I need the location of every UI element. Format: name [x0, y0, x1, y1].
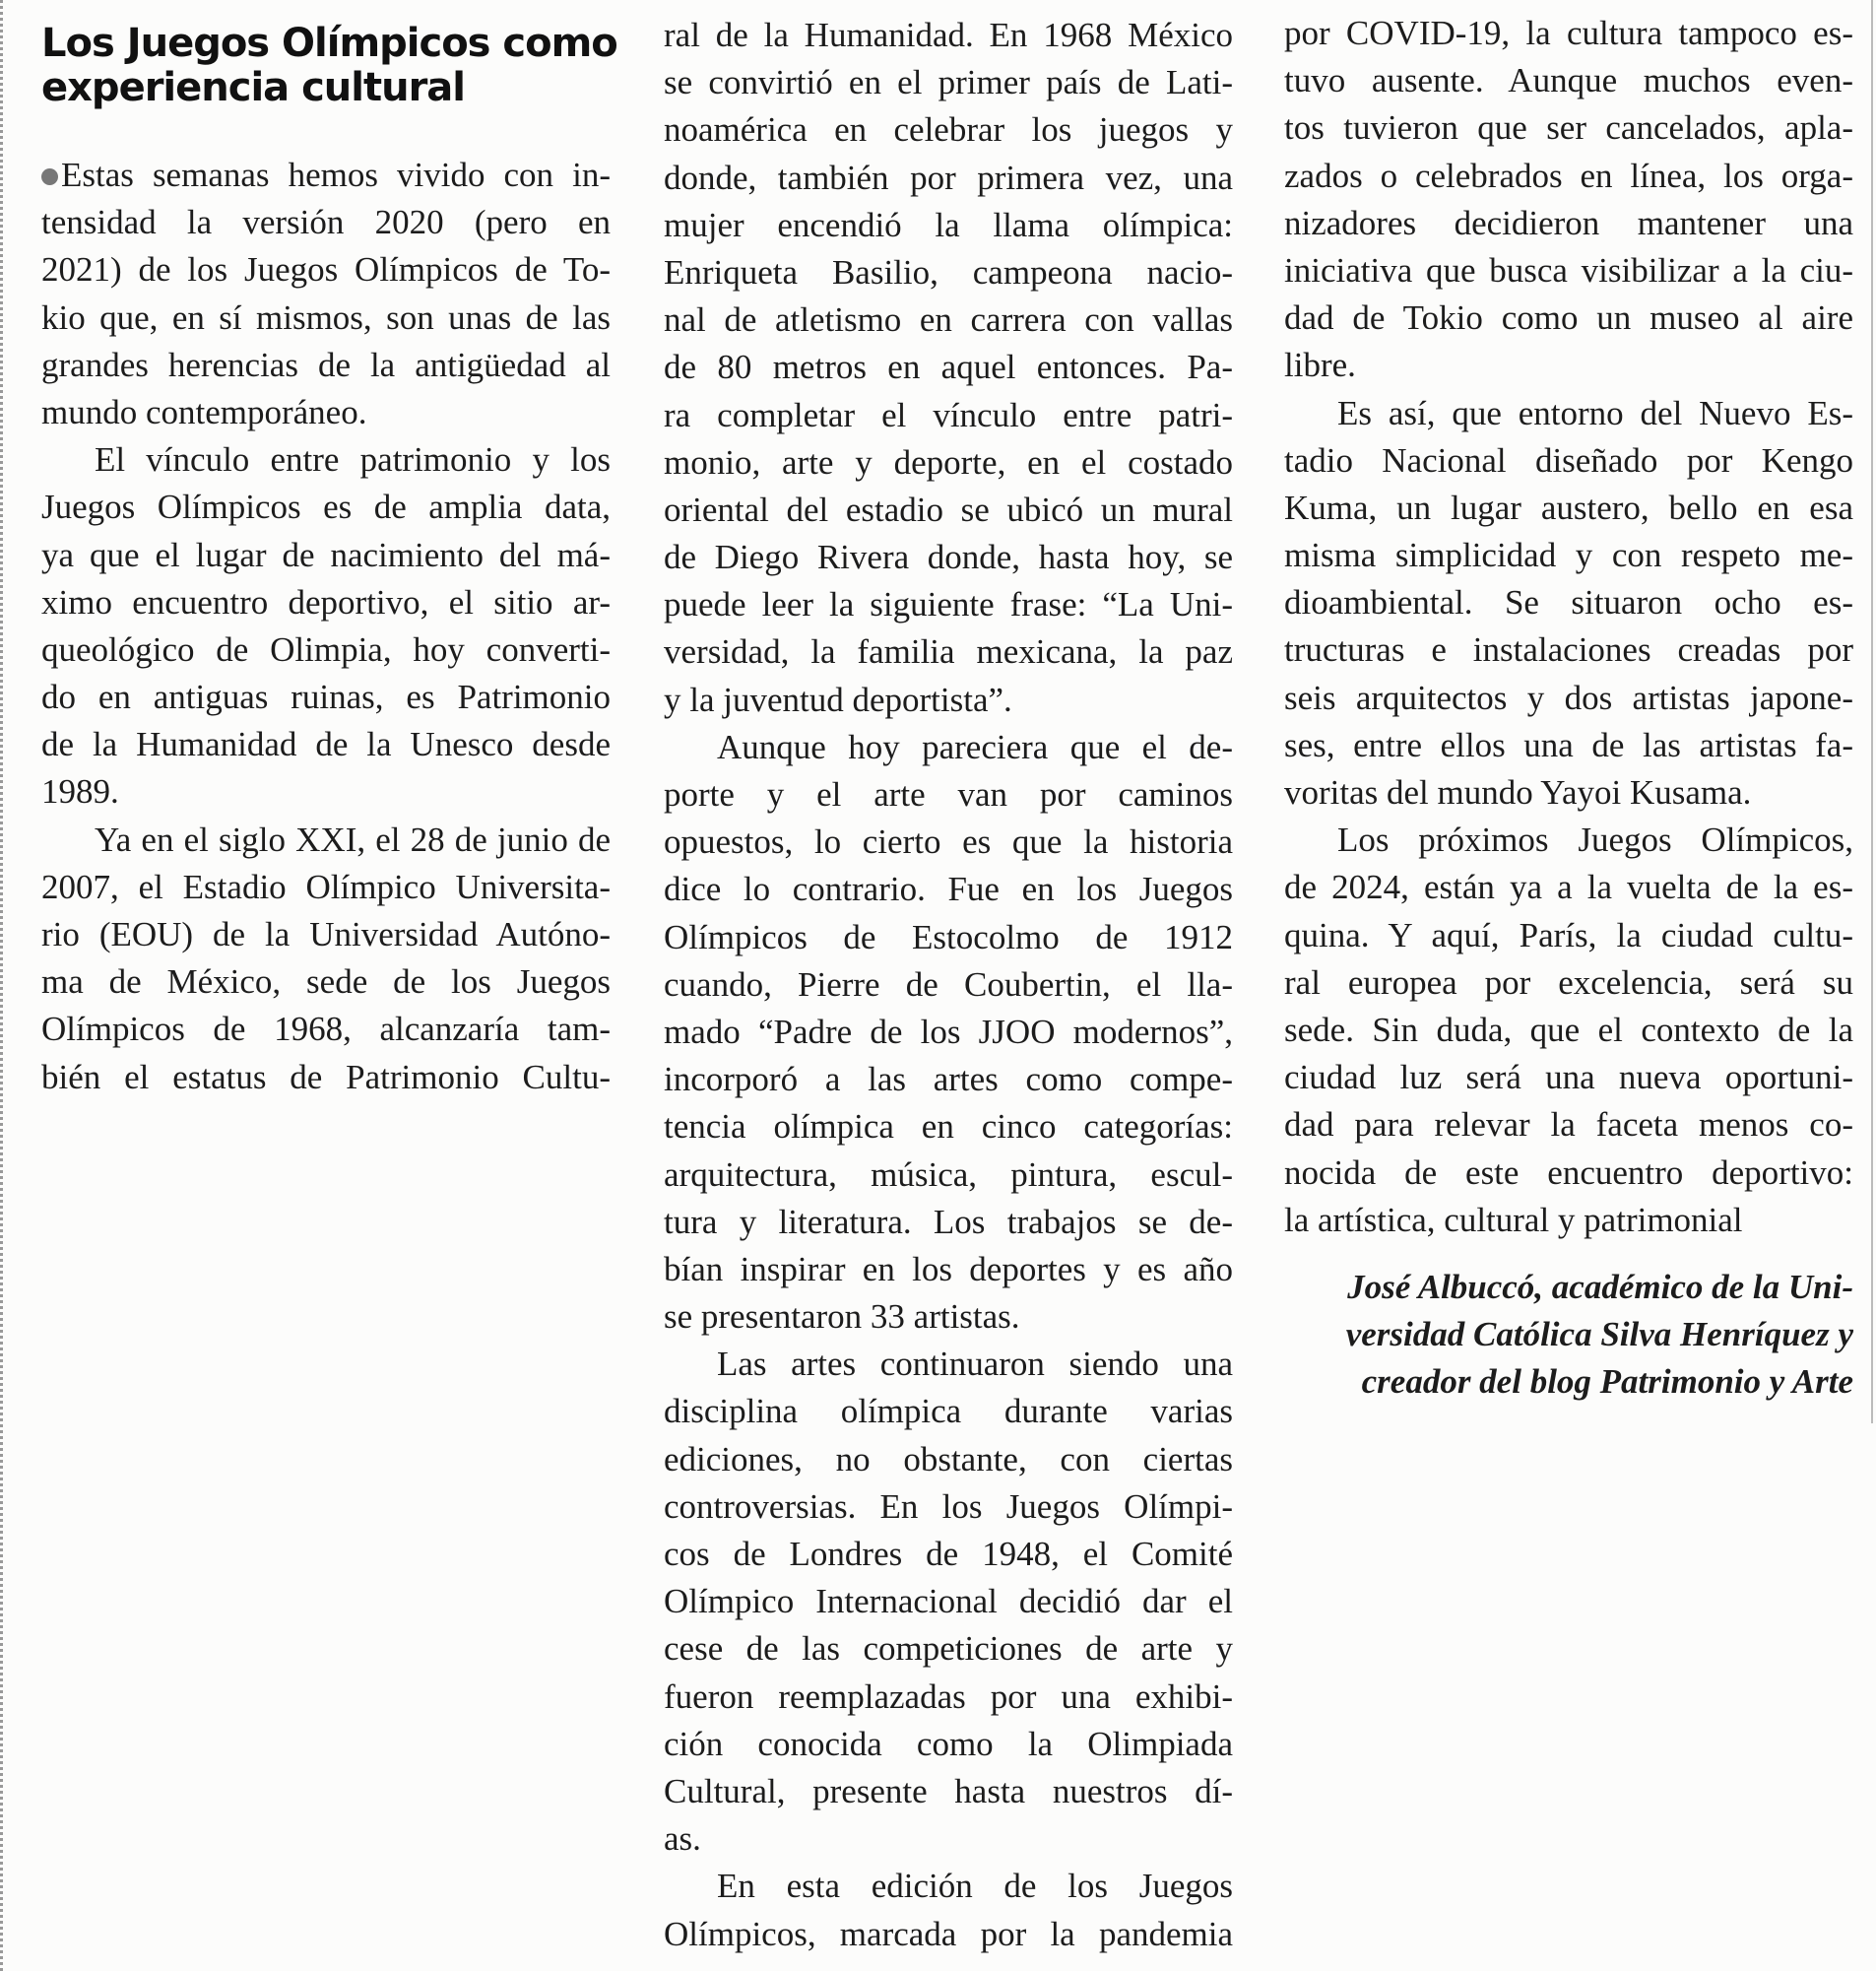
text-line: [1284, 626, 1853, 674]
text-line-content: Los próximos Juegos Olímpicos,: [1337, 821, 1853, 860]
text-line: [41, 152, 611, 199]
text-line-content: ya que el lugar de nacimiento del má-: [41, 535, 611, 574]
text-line-content: El vínculo entre patrimonio y los: [95, 440, 611, 480]
text-line-content: dad para relevar la faceta menos co-: [1284, 1105, 1853, 1145]
text-line-content: fueron reemplazadas por una exhibi-: [664, 1676, 1233, 1716]
text-line-content: arquitectura, música, pintura, escul-: [664, 1154, 1233, 1194]
paragraph: [41, 817, 611, 1101]
text-line: [41, 721, 611, 768]
text-line: [41, 295, 611, 342]
text-line: [664, 1578, 1233, 1625]
text-line-content: Cultural, presente hasta nuestros dí-: [664, 1771, 1233, 1810]
text-line: [664, 1293, 1233, 1341]
text-line: [1284, 959, 1853, 1007]
text-line: [1284, 153, 1853, 200]
text-line: [41, 436, 611, 484]
paragraph: [1284, 390, 1853, 818]
text-line: [1284, 342, 1853, 389]
text-line: [1284, 295, 1853, 342]
signature-line: versidad Católica Silva Henríquez y: [1345, 1315, 1853, 1354]
text-line-content: controversias. En los Juegos Olímpi-: [664, 1486, 1233, 1526]
text-line: [1284, 247, 1853, 295]
text-line-content: cos de Londres de 1948, el Comité: [664, 1535, 1233, 1573]
text-line-content: porte y el arte van por caminos: [664, 775, 1233, 814]
text-line: [664, 1151, 1233, 1199]
text-line: [41, 484, 611, 531]
text-line: [1284, 912, 1853, 959]
paragraph: [664, 12, 1233, 724]
text-line: [664, 1341, 1233, 1388]
text-line: [664, 249, 1233, 296]
text-line: [1284, 1007, 1853, 1054]
text-line-content: Olímpicos de Estocolmo de 1912: [664, 917, 1233, 956]
text-line-content: tuvo ausente. Aunque muchos even-: [1284, 61, 1853, 100]
text-line: [664, 724, 1233, 771]
text-line-content: grandes herencias de la antigüedad al: [41, 345, 611, 384]
text-line-content: Olímpicos, marcada por la pandemia: [664, 1914, 1233, 1953]
text-line-content: sede. Sin duda, que el contexto de la: [1284, 1010, 1853, 1049]
text-line-content: de la Humanidad de la Unesco desde: [41, 725, 611, 764]
text-line-content: Olímpico Internacional decidió dar el: [664, 1582, 1233, 1621]
paragraph: [1284, 817, 1853, 1244]
text-line: [664, 1483, 1233, 1531]
column-2: [664, 12, 1233, 1958]
text-line-content: Estas semanas hemos vivido con in-: [61, 156, 611, 194]
text-line-content: ediciones, no obstante, con ciertas: [664, 1439, 1233, 1478]
page-edge-left: [0, 0, 6, 1971]
text-line-content: incorporó a las artes como compe-: [664, 1060, 1233, 1099]
text-line-content: cuando, Pierre de Coubertin, el lla-: [664, 964, 1233, 1004]
text-line: [664, 677, 1233, 724]
text-line-content: monio, arte y deporte, en el costado: [664, 442, 1233, 482]
text-line-content: 2021) de los Juegos Olímpicos de To-: [41, 250, 611, 290]
text-line: [1284, 10, 1853, 57]
text-line-content: quina. Y aquí, París, la ciudad cultu-: [1284, 915, 1853, 954]
article-title: [41, 22, 622, 110]
text-line-content: ción conocida como la Olimpiada: [664, 1724, 1233, 1763]
text-line: [664, 1103, 1233, 1150]
text-line: [664, 296, 1233, 344]
text-line-content: dad de Tokio como un museo al aire: [1284, 298, 1853, 338]
text-line-content: tura y literatura. Los trabajos se de-: [664, 1202, 1233, 1241]
text-line: [664, 771, 1233, 819]
text-line-content: ra completar el vínculo entre patri-: [664, 395, 1233, 434]
column-rule-right: [1871, 0, 1873, 1423]
text-line: [664, 1436, 1233, 1483]
text-line: [664, 1863, 1233, 1910]
text-line: [664, 1625, 1233, 1673]
column-3: [1284, 10, 1853, 1406]
text-line-content: ciudad luz será una nueva oportuni-: [1284, 1058, 1853, 1097]
text-line-content: ma de México, sede de los Juegos: [41, 962, 611, 1002]
text-line-content: por COVID-19, la cultura tampoco es-: [1284, 14, 1853, 52]
text-line: [664, 344, 1233, 391]
text-line: [664, 487, 1233, 534]
text-line-content: ral de la Humanidad. En 1968 México: [664, 16, 1233, 54]
text-line: [664, 59, 1233, 106]
text-line: [1284, 1101, 1853, 1149]
text-line-content: se presentaron 33 artistas.: [664, 1297, 1020, 1337]
text-line: [664, 155, 1233, 202]
text-line: [1284, 769, 1853, 817]
text-line-content: ses, entre ellos una de las artistas fa-: [1284, 725, 1853, 764]
paragraph: [1284, 10, 1853, 390]
text-line: [1284, 390, 1853, 437]
text-line: [41, 911, 611, 958]
text-line-content: de Diego Rivera donde, hasta hoy, se: [664, 538, 1233, 577]
text-line-content: de 80 metros en aquel entonces. Pa-: [664, 348, 1233, 387]
text-line-content: opuestos, lo cierto es que la historia: [664, 822, 1233, 862]
text-line: [1284, 532, 1853, 579]
title-line: Los Juegos Olímpicos como: [41, 21, 617, 66]
text-line-content: iniciativa que busca visibilizar a la ciu-: [1284, 250, 1853, 290]
text-line-content: se convirtió en el primer país de Lati-: [664, 63, 1233, 102]
text-line: [664, 961, 1233, 1009]
text-line: [664, 1768, 1233, 1815]
text-line: [1284, 675, 1853, 722]
text-line: [664, 1674, 1233, 1721]
text-line: [664, 1388, 1233, 1435]
text-line-content: Aunque hoy pareciera que el de-: [717, 727, 1233, 766]
text-line: [1284, 57, 1853, 104]
text-line: [41, 817, 611, 864]
text-line: [1284, 1150, 1853, 1197]
text-line: [664, 1199, 1233, 1246]
text-line: [664, 1911, 1233, 1958]
text-line: [41, 342, 611, 389]
text-line: [664, 628, 1233, 676]
text-line-content: nal de atletismo en carrera con vallas: [664, 300, 1233, 340]
text-line: [41, 532, 611, 579]
text-line: [41, 1054, 611, 1101]
text-line: [664, 581, 1233, 628]
text-line: [41, 674, 611, 721]
text-line: [664, 202, 1233, 249]
text-line: [1284, 817, 1853, 864]
text-line: [664, 1721, 1233, 1768]
text-line: [664, 12, 1233, 59]
paragraph: [664, 724, 1233, 1341]
text-line-content: tencia olímpica en cinco categorías:: [664, 1107, 1233, 1147]
text-line: [41, 389, 611, 436]
text-line-content: disciplina olímpica durante varias: [664, 1392, 1233, 1431]
text-line-content: noamérica en celebrar los juegos y: [664, 110, 1233, 150]
text-line-content: queológico de Olimpia, hoy converti-: [41, 629, 611, 669]
signature-line: creador del blog Patrimonio y Arte: [1361, 1362, 1853, 1402]
text-line: [664, 1531, 1233, 1578]
text-line: [1284, 485, 1853, 532]
text-line-content: as.: [664, 1819, 701, 1859]
text-line-content: ximo encuentro deportivo, el sitio ar-: [41, 582, 611, 622]
text-line: [664, 1056, 1233, 1103]
text-line: [1284, 722, 1853, 769]
text-line-content: En esta edición de los Juegos: [717, 1867, 1233, 1906]
text-line-content: nocida de este encuentro deportivo:: [1284, 1152, 1853, 1192]
text-line-content: do en antiguas ruinas, es Patrimonio: [41, 678, 611, 717]
text-line: [1284, 104, 1853, 152]
text-line-content: dioambiental. Se situaron ocho es-: [1284, 583, 1853, 623]
text-line: [664, 1246, 1233, 1293]
text-line-content: versidad, la familia mexicana, la paz: [664, 632, 1233, 672]
text-line-content: y la juventud deportista”.: [664, 680, 1012, 719]
text-line: [41, 199, 611, 246]
paragraph: [41, 436, 611, 817]
text-line-content: misma simplicidad y con respeto me-: [1284, 536, 1853, 575]
text-line-content: tructuras e instalaciones creadas por: [1284, 630, 1853, 670]
title-line: experiencia cultural: [41, 65, 465, 110]
text-line-content: 1989.: [41, 772, 119, 812]
signature-line: José Albuccó, académico de la Uni-: [1347, 1267, 1853, 1306]
text-line: [664, 106, 1233, 154]
text-line: [41, 768, 611, 816]
text-line-content: mujer encendió la llama olímpica:: [664, 205, 1233, 244]
text-line: [1284, 200, 1853, 247]
text-line: [664, 439, 1233, 487]
text-line: [1284, 1197, 1853, 1244]
text-line: [1284, 864, 1853, 911]
text-line: [664, 914, 1233, 961]
text-line-content: puede leer la siguiente frase: “La Uni-: [664, 585, 1233, 624]
text-line-content: 2007, el Estadio Olímpico Universita-: [41, 867, 611, 906]
text-line-content: voritas del mundo Yayoi Kusama.: [1284, 773, 1752, 812]
text-line: [664, 1815, 1233, 1863]
text-line-content: dice lo contrario. Fue en los Juegos: [664, 870, 1233, 909]
text-line-content: Juegos Olímpicos es de amplia data,: [41, 488, 611, 527]
text-line: [41, 246, 611, 294]
text-line-content: oriental del estadio se ubicó un mural: [664, 490, 1233, 529]
text-line: [41, 626, 611, 674]
text-line-content: de 2024, están ya a la vuelta de la es-: [1284, 868, 1853, 907]
column-1: [41, 152, 611, 1101]
paragraph: [664, 1341, 1233, 1863]
text-line-content: Las artes continuaron siendo una: [717, 1345, 1233, 1384]
text-line-content: tos tuvieron que ser cancelados, apla-: [1284, 108, 1853, 148]
text-line: [1284, 579, 1853, 626]
text-line: [664, 534, 1233, 581]
text-line-content: mado “Padre de los JJOO modernos”,: [664, 1012, 1233, 1051]
text-line: [664, 819, 1233, 866]
text-line: [664, 1009, 1233, 1056]
paragraph: [41, 152, 611, 436]
text-line-content: tensidad la versión 2020 (pero en: [41, 203, 611, 242]
text-line-content: bién el estatus de Patrimonio Cultu-: [41, 1057, 611, 1096]
text-line-content: Enriqueta Basilio, campeona nacio-: [664, 252, 1233, 292]
text-line: [1284, 437, 1853, 485]
text-line-content: Es así, que entorno del Nuevo Es-: [1337, 393, 1853, 432]
text-line-content: cese de las competiciones de arte y: [664, 1629, 1233, 1669]
author-signature: [1284, 1264, 1853, 1407]
text-line-content: seis arquitectos y dos artistas japone-: [1284, 678, 1853, 717]
bullet-icon: [41, 168, 58, 185]
text-line-content: Kuma, un lugar austero, bello en esa: [1284, 488, 1853, 527]
text-line-content: mundo contemporáneo.: [41, 392, 367, 431]
text-line: [41, 579, 611, 626]
text-line-content: zados o celebrados en línea, los orga-: [1284, 156, 1853, 195]
text-line-content: rio (EOU) de la Universidad Autóno-: [41, 915, 611, 953]
text-line: [41, 864, 611, 911]
text-line-content: ral europea por excelencia, será su: [1284, 962, 1853, 1002]
text-line-content: la artística, cultural y patrimonial: [1284, 1200, 1743, 1239]
text-line-content: libre.: [1284, 346, 1356, 385]
text-line-content: nizadores decidieron mantener una: [1284, 203, 1853, 242]
text-line-content: donde, también por primera vez, una: [664, 158, 1233, 197]
text-line: [41, 958, 611, 1006]
text-line-content: bían inspirar en los deportes y es año: [664, 1249, 1233, 1288]
text-line-content: Olímpicos de 1968, alcanzaría tam-: [41, 1010, 611, 1049]
text-line-content: kio que, en sí mismos, son unas de las: [41, 297, 611, 337]
paragraph: [664, 1863, 1233, 1957]
text-line: [664, 866, 1233, 913]
text-line: [664, 392, 1233, 439]
text-line: [1284, 1054, 1853, 1101]
text-line: [41, 1006, 611, 1053]
text-line-content: tadio Nacional diseñado por Kengo: [1284, 440, 1853, 480]
text-line-content: Ya en el siglo XXI, el 28 de junio de: [95, 820, 611, 859]
